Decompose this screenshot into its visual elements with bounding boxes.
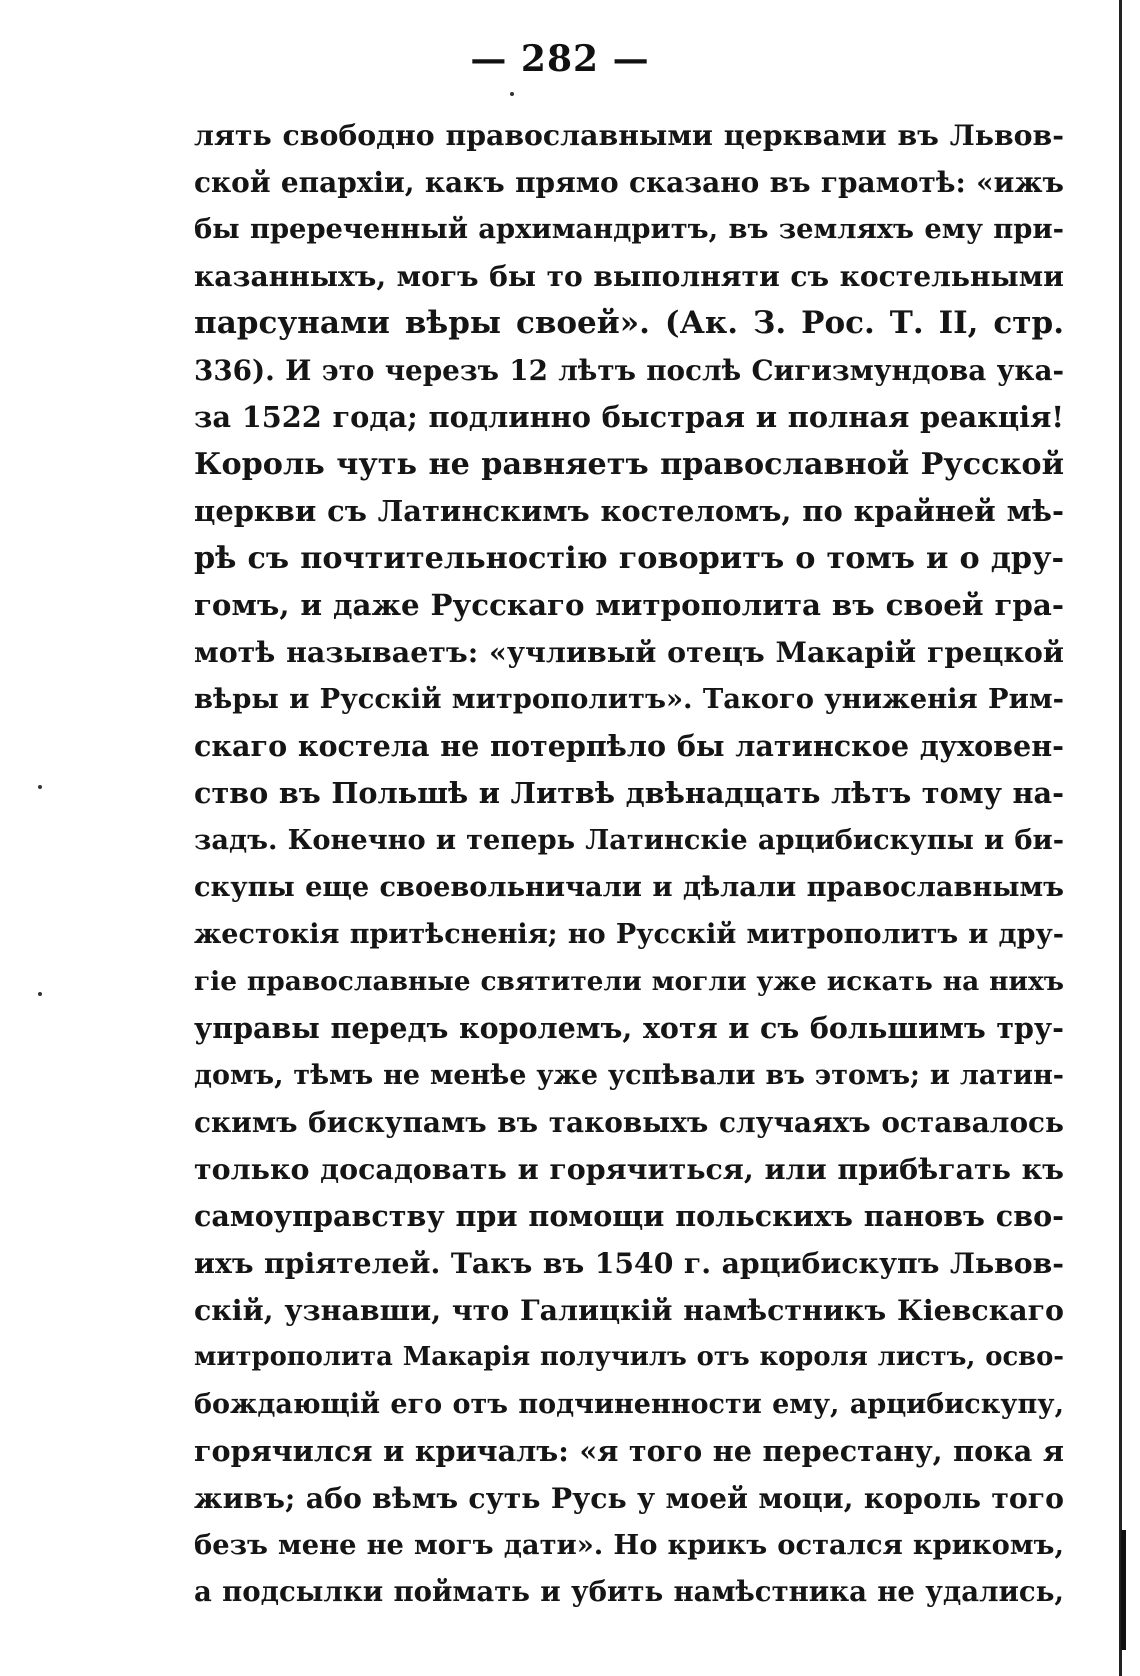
text-line: управы передъ королемъ, хотя и съ большимъ тру-	[194, 1011, 1064, 1045]
text-line: митрополита Макарія получилъ отъ короля листъ, осво-	[194, 1342, 1064, 1372]
text-line: гіе православные святители могли уже искать на нихъ	[194, 966, 1064, 997]
text-line: вѣры и Русскій митрополитъ». Такого униженія Рим-	[194, 683, 1064, 715]
text-line: скій, узнавши, что Галицкій намѣстникъ Кіевскаго	[194, 1293, 1064, 1327]
page-edge-mark	[1121, 1530, 1126, 1650]
text-line: только досадовать и горячиться, или прибѣгать къ	[194, 1152, 1064, 1186]
text-line: скупы еще своевольничали и дѣлали православнымъ	[194, 871, 1064, 903]
text-line: домъ, тѣмъ не менѣе уже успѣвали въ этомъ; и латин-	[194, 1060, 1064, 1091]
text-line: Король чуть не равняетъ православной Русской	[194, 447, 1064, 482]
page-edge-line	[1119, 0, 1122, 1676]
ink-speck	[38, 785, 42, 789]
text-line: бождающій его отъ подчиненности ему, арцибискупу,	[194, 1389, 1064, 1420]
text-line: ство въ Польшѣ и Литвѣ двѣнадцать лѣтъ тому на-	[194, 776, 1064, 810]
text-line: казанныхъ, могъ бы то выполняти съ костельными	[194, 260, 1064, 293]
ink-speck	[510, 92, 514, 96]
text-line: рѣ съ почтительностію говоритъ о томъ и о дру-	[194, 541, 1064, 576]
text-line: лять свободно православными церквами въ Львов-	[194, 118, 1064, 152]
text-line: бы пререченный архимандритъ, въ земляхъ ему при-	[194, 213, 1064, 245]
text-line: скимъ бискупамъ въ таковыхъ случаяхъ оставалось	[194, 1106, 1064, 1139]
text-line: самоуправству при помощи польскихъ пановъ сво-	[194, 1199, 1064, 1233]
text-line: скаго костела не потерпѣло бы латинское духовен-	[194, 729, 1064, 763]
ink-speck	[38, 992, 42, 996]
text-line: гомъ, и даже Русскаго митрополита въ своей гра-	[194, 588, 1064, 622]
text-line: ской епархіи, какъ прямо сказано въ грамотѣ: «ижъ	[194, 166, 1064, 199]
page-number-header: — 282 —	[470, 38, 650, 80]
text-line: жестокія притѣсненія; но Русскій митрополитъ и дру-	[194, 919, 1064, 950]
text-line: живъ; або вѣмъ суть Русь у моей моци, король того	[194, 1481, 1064, 1515]
text-line: мотѣ называетъ: «учливый отецъ Макарій грецкой	[194, 635, 1064, 669]
text-line: горячился и кричалъ: «я того не перестану, пока я	[194, 1434, 1064, 1468]
text-line: парсунами вѣры своей». (Ак. З. Рос. Т. II, стр.	[194, 305, 1064, 341]
text-line: за 1522 года; подлинно быстрая и полная реакція!	[194, 400, 1064, 434]
text-line: безъ мене не могъ дати». Но крикъ остался крикомъ,	[194, 1529, 1064, 1561]
text-line: церкви съ Латинскимъ костеломъ, по крайней мѣ-	[194, 494, 1064, 528]
text-line: ихъ пріятелей. Такъ въ 1540 г. арцибискупъ Львов-	[194, 1246, 1064, 1280]
text-line: а подсылки поймать и убить намѣстника не удались,	[194, 1576, 1064, 1608]
text-line: задъ. Конечно и теперь Латинскіе арцибискупы и би-	[194, 824, 1064, 856]
text-line: 336). И это черезъ 12 лѣтъ послѣ Сигизмундова ука-	[194, 354, 1064, 387]
body-text	[194, 112, 1064, 1616]
